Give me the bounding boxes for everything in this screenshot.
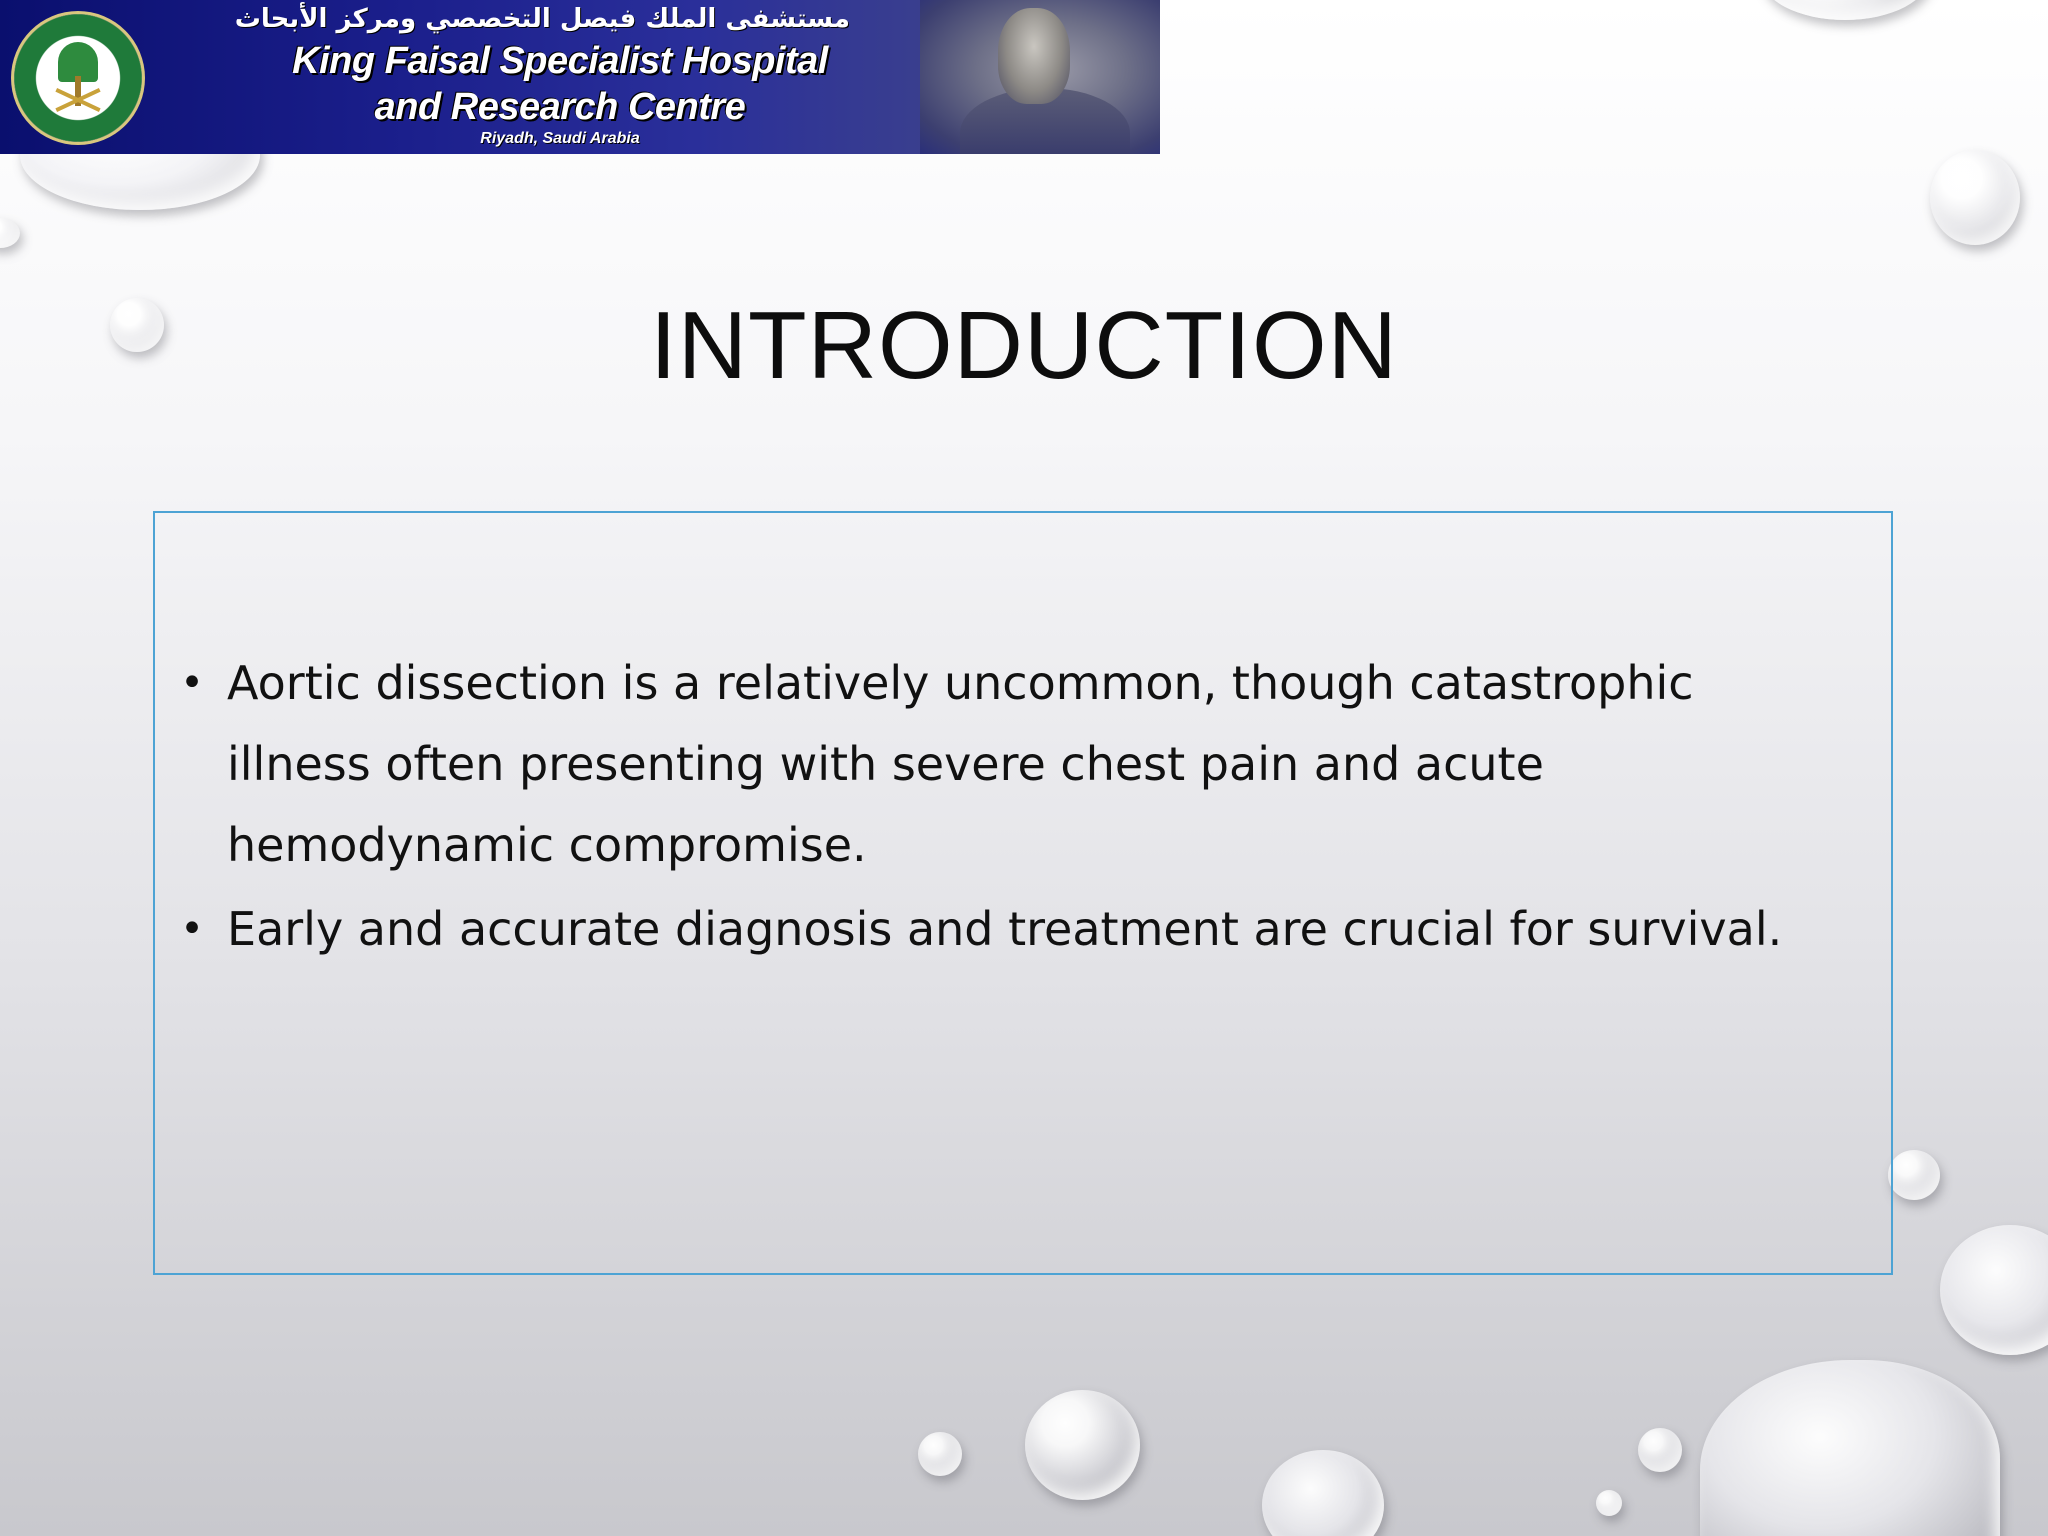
- water-droplet-icon: [1888, 1150, 1940, 1200]
- portrait-head-shape: [998, 8, 1070, 104]
- bullet-text: Aortic dissection is a relatively uncommon, though catastrophic illness often presenting with severe chest pain and acute hemodynamic compromise.: [227, 656, 1694, 872]
- bullet-item: [155, 889, 1891, 970]
- water-droplet-icon: [1760, 0, 1930, 20]
- hospital-name-line2: and Research Centre: [374, 86, 746, 128]
- palm-and-swords-emblem-icon: [14, 14, 142, 142]
- bullet-item: [155, 643, 1891, 886]
- hospital-name-line1: King Faisal Specialist Hospital: [292, 40, 828, 82]
- water-droplet-icon: [1262, 1450, 1384, 1536]
- water-droplet-icon: [0, 218, 20, 248]
- water-droplet-icon: [1700, 1360, 2000, 1536]
- king-portrait-image: [920, 0, 1160, 154]
- bullet-dot-icon: •: [180, 660, 204, 706]
- hospital-banner: [0, 0, 1160, 154]
- hospital-name-arabic: مستشفى الملك فيصل التخصصي ومركز الأبحاث: [234, 4, 850, 34]
- water-droplet-icon: [1930, 150, 2020, 245]
- water-droplet-icon: [1638, 1428, 1682, 1472]
- bullet-text: Early and accurate diagnosis and treatment are crucial for survival.: [227, 902, 1783, 956]
- water-droplet-icon: [1940, 1225, 2048, 1355]
- slide-title: INTRODUCTION: [650, 292, 1398, 399]
- water-droplet-icon: [1025, 1390, 1140, 1500]
- bullet-list: [155, 643, 1891, 973]
- content-box: [153, 511, 1893, 1275]
- water-droplet-icon: [1596, 1490, 1622, 1516]
- bullet-dot-icon: •: [180, 906, 204, 952]
- hospital-location: Riyadh, Saudi Arabia: [480, 130, 640, 147]
- water-droplet-icon: [918, 1432, 962, 1476]
